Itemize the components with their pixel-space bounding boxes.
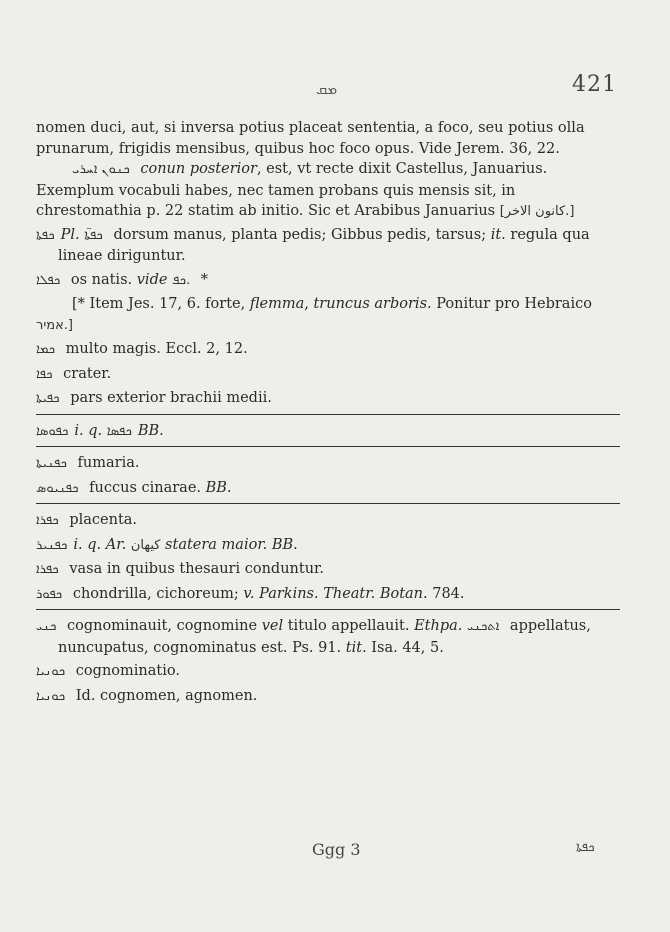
italic-gloss: truncus arboris. bbox=[313, 296, 432, 312]
italic-gloss: statera maior. BB. bbox=[165, 536, 298, 553]
page-body bbox=[36, 118, 620, 710]
hebrew-word: אמיר.] bbox=[36, 317, 73, 333]
entry-text: , est, vt recte dixit Castellus, Januarius. Exemplum vocabuli habes, nec tamen probans quis mensis sit, in chrestomathia p. 22 statim ab initio. Sic et Arabibus Januarius bbox=[36, 161, 548, 219]
syriac-plural: ܟܦܬ̈ܐ bbox=[84, 227, 103, 243]
entry-text: multo magis. Eccl. 2, 12. bbox=[61, 341, 248, 357]
syriac-headword: ܟܦܪܐ bbox=[36, 562, 59, 577]
entry-text: vasa in quibus thesauri conduntur. bbox=[64, 561, 324, 577]
syriac-word: ܟܢܘܢ ܐܚܪܝ bbox=[72, 162, 130, 177]
syriac-headword: ܟܢܝ bbox=[36, 619, 57, 634]
dictionary-entry bbox=[36, 510, 620, 532]
italic-abbrev: Pl. bbox=[60, 226, 80, 243]
section-divider bbox=[36, 609, 620, 610]
dictionary-note bbox=[36, 294, 620, 336]
section-divider bbox=[36, 414, 620, 415]
entry-text: Ponitur pro Hebraico bbox=[431, 296, 592, 312]
entry-text: [* Item Jes. 17, 6. forte, bbox=[72, 296, 250, 312]
syriac-headword: ܟܦܘܣܐ bbox=[36, 423, 69, 439]
syriac-headword: ܟܡܐ bbox=[36, 342, 56, 357]
dictionary-entry bbox=[36, 339, 620, 361]
entry-text: os natis. bbox=[66, 271, 137, 288]
entry-text: 784. bbox=[427, 585, 465, 602]
dictionary-entry bbox=[36, 584, 620, 606]
signature-mark: Ggg 3 bbox=[312, 840, 361, 859]
syriac-headword: ܟܦܘܪ bbox=[36, 586, 63, 602]
italic-reference: v. Parkins. Theatr. Botan. bbox=[243, 585, 428, 602]
arabic-word: [كانون الاخر.] bbox=[499, 204, 575, 219]
syriac-word: ܟܦ. bbox=[172, 272, 191, 288]
syriac-headword: ܟܦܠܐ bbox=[36, 272, 61, 288]
entry-text: placenta. bbox=[64, 512, 138, 528]
syriac-headword: ܟܦܢܝܬܐ bbox=[36, 456, 67, 471]
entry-text: regula qua lineae diriguntur. bbox=[58, 226, 590, 264]
section-divider bbox=[36, 446, 620, 447]
paragraph-continuation: nomen duci, aut, si inversa potius placeat sententia, a foco, seu potius olla prunarum, frigidis mensibus, quibus hoc foco opus. Vide Jerem. 36, 22. bbox=[36, 120, 585, 157]
italic-abbrev: tit. bbox=[345, 639, 367, 656]
dictionary-entry bbox=[36, 388, 620, 410]
entry-text: fuccus cinarae. bbox=[84, 479, 206, 496]
dictionary-entry bbox=[36, 535, 620, 557]
dictionary-entry bbox=[36, 270, 620, 292]
dictionary-entry bbox=[36, 364, 620, 386]
syriac-word: ܐܬܟܢܝ bbox=[466, 619, 500, 634]
italic-gloss: conun posterior bbox=[135, 161, 257, 177]
entry-text: Isa. 44, 5. bbox=[366, 639, 444, 656]
dictionary-entry bbox=[36, 686, 620, 708]
syriac-headword: ܟܦܬܐ bbox=[36, 227, 55, 243]
italic-abbrev: i. q. bbox=[74, 422, 103, 439]
dictionary-entry bbox=[36, 559, 620, 581]
entry-text: dorsum manus, planta pedis; Gibbus pedis, tarsus; bbox=[108, 226, 491, 243]
syriac-headword: ܟܦܪܐ bbox=[36, 513, 59, 528]
italic-abbrev: it. bbox=[490, 226, 506, 243]
syriac-headword: ܟܦܢܝܘܣ bbox=[36, 480, 79, 496]
running-head: ܡܩ bbox=[316, 80, 338, 98]
italic-abbrev: Ethpa. bbox=[414, 618, 463, 634]
section-divider bbox=[36, 503, 620, 504]
entry-text: appellatus, nuncupatus, cognominatus est. Ps. 91. bbox=[58, 618, 591, 656]
syriac-headword: ܟܦܐ bbox=[36, 366, 53, 382]
italic-gloss: flemma bbox=[249, 296, 305, 312]
syriac-headword: ܟܘܢܝܐ bbox=[36, 664, 66, 679]
entry-text: cognominatio. bbox=[71, 663, 180, 679]
italic-abbrev: vide bbox=[136, 271, 168, 288]
syriac-word: ܟܦܣܐ bbox=[106, 423, 132, 439]
dictionary-entry bbox=[36, 421, 620, 443]
arabic-word: كيهان bbox=[130, 537, 161, 553]
entry-text: chondrilla, cichoreum; bbox=[68, 585, 244, 602]
entry-text: crater. bbox=[58, 365, 112, 382]
dictionary-entry bbox=[36, 661, 620, 683]
syriac-headword: ܟܘܢܝܐ bbox=[36, 688, 66, 704]
dictionary-entry bbox=[36, 453, 620, 475]
italic-abbrev: BB. bbox=[205, 479, 232, 496]
italic-word: vel bbox=[261, 618, 284, 634]
italic-abbrev: BB. bbox=[137, 422, 164, 439]
entry-text: pars exterior brachii medii. bbox=[65, 390, 272, 406]
italic-abbrev: i. q. Ar. bbox=[73, 536, 127, 553]
entry-text: Id. cognomen, agnomen. bbox=[71, 687, 258, 704]
syriac-headword: ܟܦܝܬܐ bbox=[36, 391, 60, 406]
entry-text: titulo appellauit. bbox=[283, 618, 415, 634]
dictionary-entry bbox=[36, 478, 620, 500]
entry-text: cognominauit, cognomine bbox=[62, 618, 262, 634]
syriac-headword: ܟܦܢܝܪ bbox=[36, 537, 68, 553]
paragraph-entry-conun bbox=[36, 159, 620, 223]
catchword: ܟܦܬܐ bbox=[576, 840, 595, 855]
page-number: 421 bbox=[572, 72, 617, 97]
entry-text: fumaria. bbox=[72, 455, 140, 471]
dictionary-entry bbox=[36, 616, 620, 658]
entry-text: , bbox=[304, 296, 314, 312]
dictionary-entry bbox=[36, 225, 620, 267]
entry-text: * bbox=[196, 271, 209, 288]
